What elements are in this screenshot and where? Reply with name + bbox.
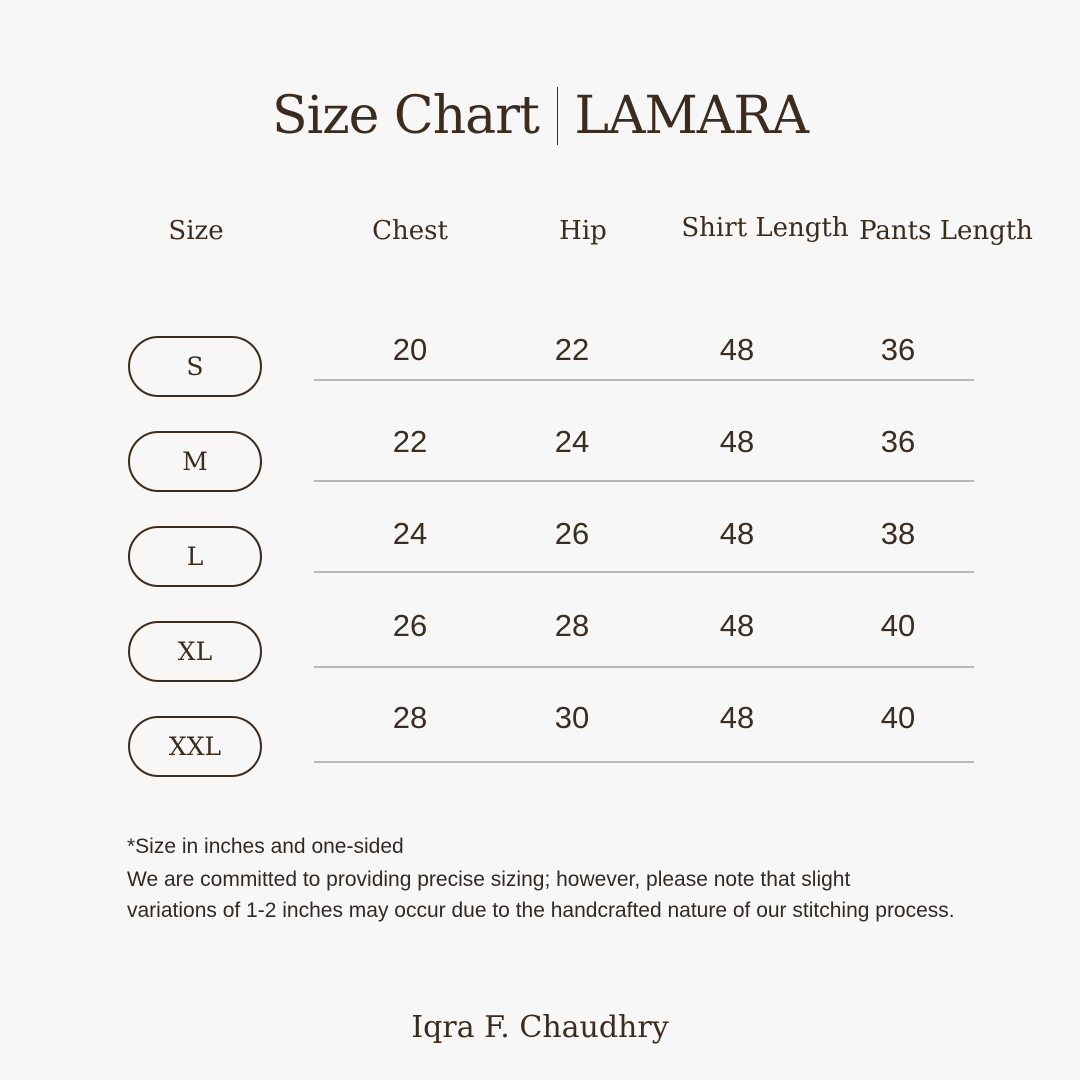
cell-hip-s: 22 xyxy=(554,332,590,367)
header-shirt-length: Shirt Length xyxy=(681,213,849,243)
row-divider xyxy=(314,379,974,381)
cell-hip-m: 24 xyxy=(554,424,590,459)
row-divider xyxy=(314,480,974,482)
cell-pants-length-xxl: 40 xyxy=(880,700,916,735)
size-badge-xl: XL xyxy=(128,621,262,682)
size-badge-xxl: XXL xyxy=(128,716,262,777)
cell-shirt-length-s: 48 xyxy=(719,332,755,367)
note-disclaimer-line1: We are committed to providing precise sizing; however, please note that slight xyxy=(127,868,851,891)
title-brand-name: LAMARA xyxy=(574,86,809,146)
cell-hip-xl: 28 xyxy=(554,608,590,643)
size-badge-l: L xyxy=(128,526,262,587)
row-divider xyxy=(314,666,974,668)
size-badge-s: S xyxy=(128,336,262,397)
cell-shirt-length-xl: 48 xyxy=(719,608,755,643)
brand-signature: Iqra F. Chaudhry xyxy=(411,1010,669,1045)
row-divider xyxy=(314,761,974,763)
cell-pants-length-m: 36 xyxy=(880,424,916,459)
cell-pants-length-s: 36 xyxy=(880,332,916,367)
cell-shirt-length-m: 48 xyxy=(719,424,755,459)
note-units: *Size in inches and one-sided xyxy=(127,835,404,858)
cell-pants-length-xl: 40 xyxy=(880,608,916,643)
header-size: Size xyxy=(168,216,224,246)
cell-pants-length-l: 38 xyxy=(880,516,916,551)
cell-chest-xl: 26 xyxy=(392,608,428,643)
header-pants-length: Pants Length xyxy=(859,216,1033,246)
size-badge-m: M xyxy=(128,431,262,492)
cell-hip-xxl: 30 xyxy=(554,700,590,735)
title-text: Size Chart xyxy=(271,86,539,146)
page-title xyxy=(0,86,1080,146)
cell-chest-xxl: 28 xyxy=(392,700,428,735)
header-hip: Hip xyxy=(559,216,607,246)
note-disclaimer-line2: variations of 1-2 inches may occur due to the handcrafted nature of our stitching process. xyxy=(127,899,955,922)
cell-shirt-length-l: 48 xyxy=(719,516,755,551)
header-chest: Chest xyxy=(372,216,448,246)
row-divider xyxy=(314,571,974,573)
cell-chest-l: 24 xyxy=(392,516,428,551)
cell-chest-m: 22 xyxy=(392,424,428,459)
title-divider xyxy=(557,87,559,145)
cell-shirt-length-xxl: 48 xyxy=(719,700,755,735)
cell-hip-l: 26 xyxy=(554,516,590,551)
cell-chest-s: 20 xyxy=(392,332,428,367)
